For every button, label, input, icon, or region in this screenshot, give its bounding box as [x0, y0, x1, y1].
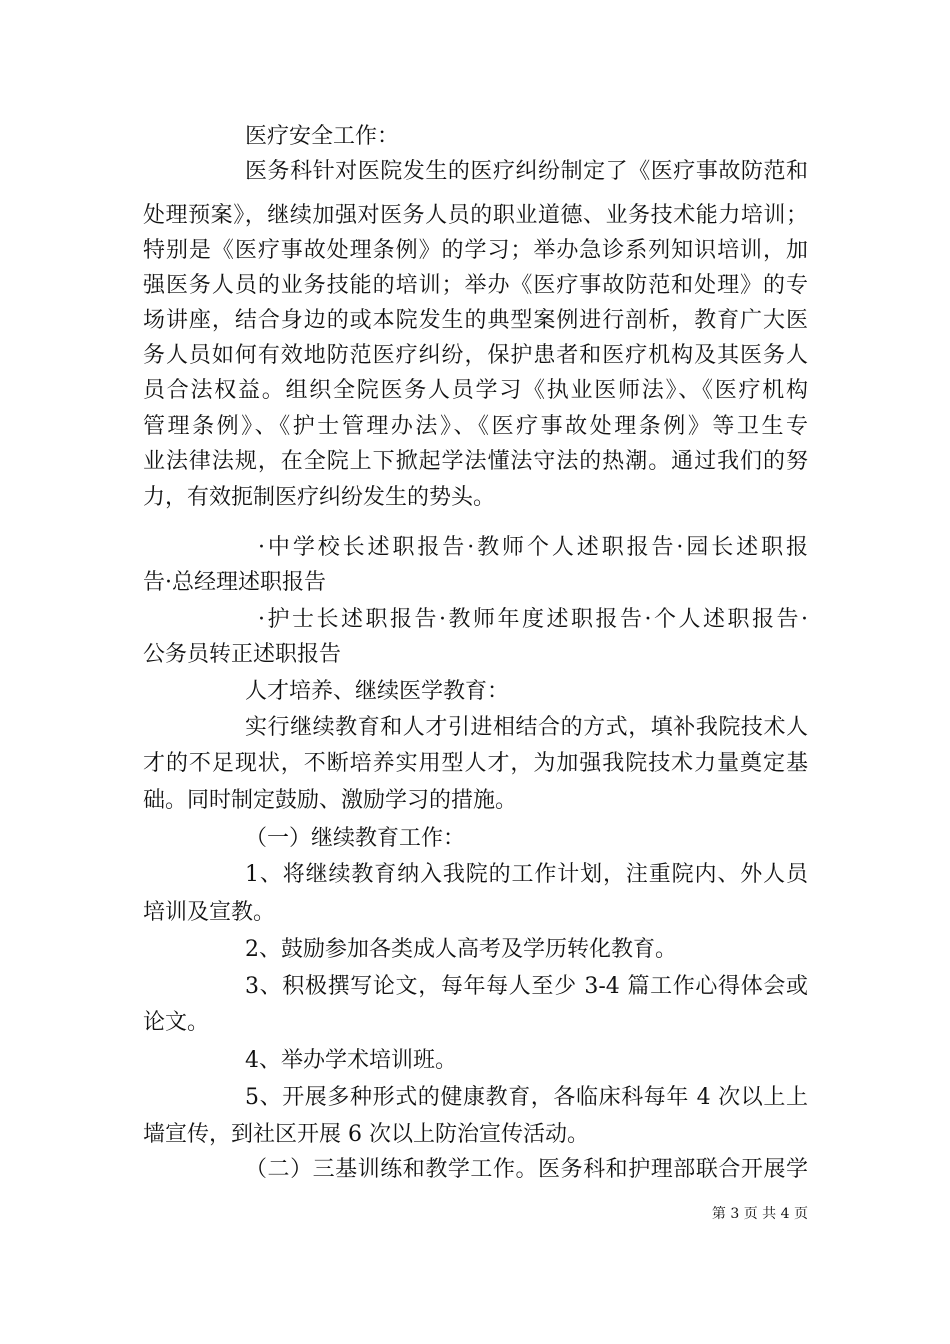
text-line: 才的不足现状，不断培养实用型人才，为加强我院技术力量奠定基 — [143, 751, 808, 776]
page-footer: 第 3 页 共 4 页 — [711, 1206, 808, 1222]
text-line: 公务员转正述职报告 — [143, 642, 342, 667]
text-line: 告·总经理述职报告 — [143, 570, 326, 595]
text-line: 特别是《医疗事故处理条例》的学习；举办急诊系列知识培训，加 — [143, 238, 808, 263]
text-line: 场讲座，结合身边的或本院发生的典型案例进行剖析，教育广大医 — [143, 308, 808, 333]
text-line: 培训及宣教。 — [143, 900, 276, 925]
text-line: ·中学校长述职报告·教师个人述职报告·园长述职报 — [258, 535, 808, 560]
text-line: 础。同时制定鼓励、激励学习的措施。 — [143, 788, 518, 813]
text-line: 人才培养、继续医学教育： — [245, 679, 510, 704]
text-line: 论文。 — [143, 1010, 210, 1035]
text-line: 2、鼓励参加各类成人高考及学历转化教育。 — [245, 937, 677, 962]
text-line: ·护士长述职报告·教师年度述职报告·个人述职报告· — [258, 607, 808, 632]
text-line: 处理预案》，继续加强对医务人员的职业道德、业务技术能力培训； — [143, 203, 808, 228]
text-line: 4、举办学术培训班。 — [245, 1048, 457, 1073]
text-line: 强医务人员的业务技能的培训；举办《医疗事故防范和处理》的专 — [143, 273, 808, 298]
text-line: 力，有效扼制医疗纠纷发生的势头。 — [143, 485, 496, 510]
text-line: 管理条例》、《护士管理办法》、《医疗事故处理条例》等卫生专 — [143, 414, 808, 439]
text-line: 1、将继续教育纳入我院的工作计划，注重院内、外人员 — [245, 862, 808, 887]
text-line: 业法律法规，在全院上下掀起学法懂法守法的热潮。通过我们的努 — [143, 449, 808, 474]
text-line: 员合法权益。组织全院医务人员学习《执业医师法》、《医疗机构 — [143, 378, 808, 403]
text-line: 3、积极撰写论文，每年每人至少 3-4 篇工作心得体会或 — [245, 974, 808, 999]
text-line: 务人员如何有效地防范医疗纠纷，保护患者和医疗机构及其医务人 — [143, 343, 808, 368]
text-line: （一）继续教育工作： — [245, 826, 466, 851]
text-line: 5、开展多种形式的健康教育，各临床科每年 4 次以上上 — [245, 1085, 808, 1110]
text-line: 墙宣传，到社区开展 6 次以上防治宣传活动。 — [143, 1122, 589, 1147]
text-line: 医疗安全工作： — [245, 124, 400, 149]
text-line: （二）三基训练和教学工作。医务科和护理部联合开展学 — [245, 1157, 808, 1182]
text-line: 医务科针对医院发生的医疗纠纷制定了《医疗事故防范和 — [245, 159, 808, 184]
text-line: 实行继续教育和人才引进相结合的方式，填补我院技术人 — [245, 715, 808, 740]
